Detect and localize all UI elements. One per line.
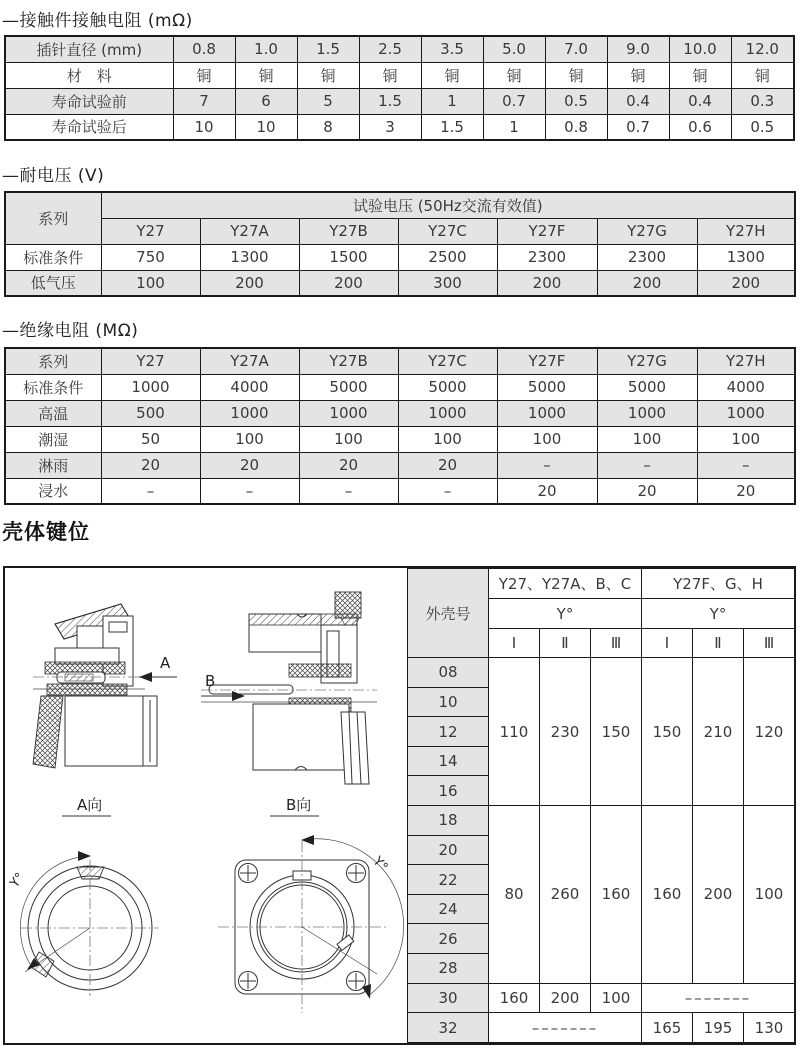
table-cell: 100 [591, 983, 642, 1013]
table-cell: 1300 [200, 244, 299, 270]
table-row [5, 114, 794, 140]
section-title-shell-keying: 壳体键位 [2, 520, 90, 544]
table-cell: – [101, 478, 200, 504]
table-cell: 铜 [669, 62, 731, 88]
header-cell: Y27B [299, 348, 398, 374]
table-cell: 200 [497, 270, 597, 296]
header-cell: Y27G [597, 218, 697, 244]
table-cell: 1000 [497, 400, 597, 426]
table-cell: 寿命试验前 [5, 88, 173, 114]
table-cell: 150 [642, 658, 693, 806]
table-cell: 0.3 [731, 88, 794, 114]
table-cell: 1500 [299, 244, 398, 270]
table-cell: 160 [591, 806, 642, 984]
table-cell: 5 [297, 88, 359, 114]
table-cell: 1 [483, 114, 545, 140]
section-title-insulation-resistance: —绝缘电阻 (MΩ) [2, 321, 139, 341]
header-cell: Ⅲ [591, 629, 642, 658]
table-cell: 1000 [200, 400, 299, 426]
table-cell: 1.5 [421, 114, 483, 140]
table-cell: 110 [489, 658, 540, 806]
table-cell: – [697, 452, 795, 478]
table-row [408, 658, 795, 688]
header-cell: Ⅱ [693, 629, 744, 658]
header-cell: Y27F [497, 218, 597, 244]
table-row [408, 1013, 795, 1043]
table-cell: 铜 [359, 62, 421, 88]
insulation-resistance-table [4, 347, 796, 505]
shell-keying-table [407, 568, 795, 1043]
shell-keying-drawings [5, 568, 407, 1043]
table-cell: 260 [540, 806, 591, 984]
table-row [5, 452, 795, 478]
header-cell: Y27A [200, 348, 299, 374]
table-cell: 0.7 [607, 114, 669, 140]
header-cell: 12.0 [731, 36, 794, 62]
table-cell: 4000 [697, 374, 795, 400]
table-cell: – [398, 478, 497, 504]
table-cell: 低气压 [5, 270, 101, 296]
header-cell: Y27F、G、H [642, 569, 795, 599]
table-cell: 200 [200, 270, 299, 296]
table-cell: 08 [408, 658, 489, 688]
table-cell: 0.6 [669, 114, 731, 140]
table-cell: 1000 [697, 400, 795, 426]
table-cell: 1000 [299, 400, 398, 426]
svg-text:Y°: Y° [7, 870, 29, 891]
table-cell: 100 [744, 806, 795, 984]
table-row [5, 400, 795, 426]
table-cell: 铜 [607, 62, 669, 88]
table-cell: 0.8 [545, 114, 607, 140]
header-cell: Y27H [697, 218, 795, 244]
table-cell: 100 [101, 270, 200, 296]
table-cell: 5000 [597, 374, 697, 400]
table-cell: 1300 [697, 244, 795, 270]
table-cell: 2300 [597, 244, 697, 270]
table-cell: 淋雨 [5, 452, 101, 478]
table-cell: 铜 [545, 62, 607, 88]
header-cell: 7.0 [545, 36, 607, 62]
table-cell: 200 [693, 806, 744, 984]
technical-drawings-panel [5, 568, 407, 1043]
table-cell: 100 [497, 426, 597, 452]
table-cell: 200 [299, 270, 398, 296]
table-cell: 1000 [398, 400, 497, 426]
table-cell: ––––––– [642, 983, 795, 1013]
table-row [5, 36, 794, 62]
table-cell: 10 [173, 114, 235, 140]
header-cell: Y27 [101, 218, 200, 244]
header-cell: 1.5 [297, 36, 359, 62]
header-cell: 1.0 [235, 36, 297, 62]
withstand-voltage-table [4, 191, 796, 297]
section-title-withstand-voltage: —耐电压 (V) [2, 166, 105, 186]
header-cell: 9.0 [607, 36, 669, 62]
svg-text:Y°: Y° [369, 854, 391, 875]
table-cell: 100 [697, 426, 795, 452]
table-cell: 160 [489, 983, 540, 1013]
table-row [5, 88, 794, 114]
table-cell: 26 [408, 924, 489, 954]
svg-text:B向: B向 [286, 796, 312, 814]
table-row [5, 192, 795, 218]
table-cell: 16 [408, 776, 489, 806]
table-cell: 200 [697, 270, 795, 296]
table-cell: 32 [408, 1013, 489, 1043]
table-cell: 0.4 [669, 88, 731, 114]
table-cell: 12 [408, 717, 489, 747]
svg-text:A: A [160, 654, 171, 672]
header-cell: Ⅰ [642, 629, 693, 658]
table-cell: 20 [697, 478, 795, 504]
header-cell: Y27 [101, 348, 200, 374]
table-cell: 120 [744, 658, 795, 806]
table-cell: 5000 [398, 374, 497, 400]
table-cell: 7 [173, 88, 235, 114]
table-cell: 1 [421, 88, 483, 114]
receptacle-section-drawing [201, 592, 377, 784]
table-cell: 750 [101, 244, 200, 270]
table-row [5, 426, 795, 452]
table-cell: 铜 [731, 62, 794, 88]
table-cell: 20 [200, 452, 299, 478]
header-cell: 插针直径 (mm) [5, 36, 173, 62]
table-row [5, 348, 795, 374]
table-cell: 0.7 [483, 88, 545, 114]
table-row [408, 983, 795, 1013]
header-cell: Y27H [697, 348, 795, 374]
header-cell: Y27C [398, 348, 497, 374]
view-b-front-drawing [218, 796, 404, 1013]
table-cell: 20 [497, 478, 597, 504]
table-cell: 20 [398, 452, 497, 478]
table-cell: 10 [408, 687, 489, 717]
plug-section-drawing [33, 604, 157, 768]
arrow-a [139, 654, 177, 682]
table-cell: 寿命试验后 [5, 114, 173, 140]
table-cell: 230 [540, 658, 591, 806]
table-row [5, 62, 794, 88]
header-cell: Ⅲ [744, 629, 795, 658]
table-cell: 20 [101, 452, 200, 478]
svg-text:B: B [205, 672, 216, 690]
table-cell: 130 [744, 1013, 795, 1043]
table-cell: 150 [591, 658, 642, 806]
table-cell: 10 [235, 114, 297, 140]
table-cell: 300 [398, 270, 497, 296]
table-cell: 铜 [421, 62, 483, 88]
table-cell: 100 [398, 426, 497, 452]
table-cell: ––––––– [489, 1013, 642, 1043]
header-cell: Y° [489, 599, 642, 629]
header-cell: 2.5 [359, 36, 421, 62]
header-cell: 系列 [5, 192, 101, 244]
table-cell: 0.4 [607, 88, 669, 114]
table-cell: 160 [642, 806, 693, 984]
table-row [5, 478, 795, 504]
header-cell: Y27A [200, 218, 299, 244]
table-cell: 0.5 [545, 88, 607, 114]
table-cell: 14 [408, 746, 489, 776]
view-a-front-drawing [7, 796, 159, 996]
table-cell: 6 [235, 88, 297, 114]
table-row [408, 569, 795, 599]
table-cell: 100 [200, 426, 299, 452]
header-cell: Y27G [597, 348, 697, 374]
table-cell: 18 [408, 806, 489, 836]
table-cell: 30 [408, 983, 489, 1013]
table-cell: 铜 [173, 62, 235, 88]
table-cell: 2300 [497, 244, 597, 270]
table-cell: 2500 [398, 244, 497, 270]
table-cell: 4000 [200, 374, 299, 400]
header-cell: 5.0 [483, 36, 545, 62]
table-cell: 铜 [297, 62, 359, 88]
table-cell: – [299, 478, 398, 504]
table-cell: 165 [642, 1013, 693, 1043]
section-title-contact-resistance: —接触件接触电阻 (mΩ) [2, 11, 193, 31]
table-cell: – [597, 452, 697, 478]
table-cell: 20 [597, 478, 697, 504]
table-row [408, 806, 795, 836]
header-cell: 试验电压 (50Hz交流有效值) [101, 192, 795, 218]
table-cell: 50 [101, 426, 200, 452]
header-cell: Y27F [497, 348, 597, 374]
table-cell: 210 [693, 658, 744, 806]
shell-keying-panel [3, 566, 796, 1045]
table-cell: 200 [540, 983, 591, 1013]
table-cell: 24 [408, 894, 489, 924]
table-cell: – [200, 478, 299, 504]
table-cell: 标准条件 [5, 244, 101, 270]
table-cell: 5000 [497, 374, 597, 400]
table-row [5, 244, 795, 270]
header-cell: Y° [642, 599, 795, 629]
svg-text:A向: A向 [77, 796, 103, 814]
table-cell: 100 [597, 426, 697, 452]
table-cell: 8 [297, 114, 359, 140]
header-cell: 系列 [5, 348, 101, 374]
table-cell: 500 [101, 400, 200, 426]
table-cell: 20 [299, 452, 398, 478]
table-cell: 20 [408, 835, 489, 865]
table-cell: 1.5 [359, 88, 421, 114]
table-cell: 200 [597, 270, 697, 296]
header-cell: Y27C [398, 218, 497, 244]
header-cell: 外壳号 [408, 569, 489, 658]
table-cell: 1000 [101, 374, 200, 400]
header-cell: Y27、Y27A、B、C [489, 569, 642, 599]
table-cell: 1000 [597, 400, 697, 426]
table-cell: 3 [359, 114, 421, 140]
header-cell: 0.8 [173, 36, 235, 62]
table-row [5, 270, 795, 296]
contact-resistance-table [4, 35, 795, 141]
header-cell: Ⅱ [540, 629, 591, 658]
table-cell: 100 [299, 426, 398, 452]
table-cell: 80 [489, 806, 540, 984]
table-cell: 28 [408, 954, 489, 984]
header-cell: 10.0 [669, 36, 731, 62]
table-cell: 铜 [483, 62, 545, 88]
table-cell: 0.5 [731, 114, 794, 140]
header-cell: Y27B [299, 218, 398, 244]
table-cell: 铜 [235, 62, 297, 88]
table-cell: 潮湿 [5, 426, 101, 452]
table-row [5, 374, 795, 400]
table-cell: 5000 [299, 374, 398, 400]
table-cell: 浸水 [5, 478, 101, 504]
header-cell: Ⅰ [489, 629, 540, 658]
table-cell: 材 料 [5, 62, 173, 88]
table-cell: 高温 [5, 400, 101, 426]
table-cell: 195 [693, 1013, 744, 1043]
table-cell: 标准条件 [5, 374, 101, 400]
table-cell: 22 [408, 865, 489, 895]
table-cell: – [497, 452, 597, 478]
table-row [5, 218, 795, 244]
header-cell: 3.5 [421, 36, 483, 62]
